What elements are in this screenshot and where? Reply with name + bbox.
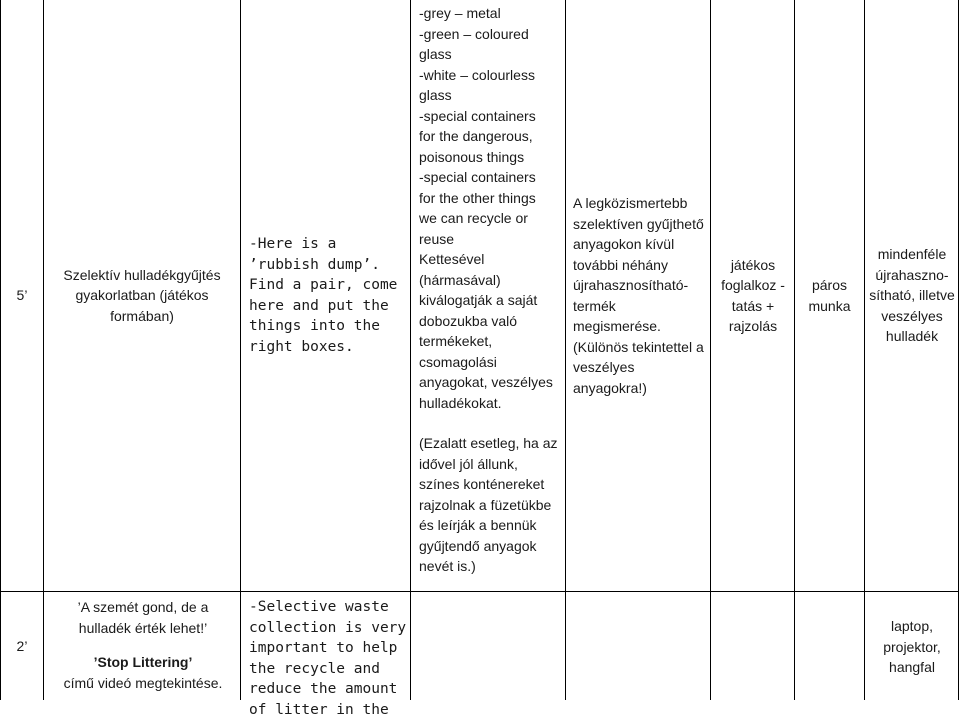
student-main-text: Kettesével (hármasával) kiválogatják a saját dobozukba való termékeket, csomagolási anyagokat, veszélyes hulladékokat. [419,251,553,411]
goal-note-text: (Különös tekintettel a veszélyes anyagokra!) [573,338,704,396]
table-border-right [958,0,959,700]
row2-teacher [249,597,407,718]
student-line: reuse [419,230,455,247]
goal-block [573,193,707,398]
row2-activity-line1: ’A szemét gond, de a hulladék érték lehet!’ [77,599,209,636]
row1-student [419,3,561,591]
goal-main-text: A legközismertebb szelektíven gyűjthető anyagokon kívül további néhány újrahasznosítható-termék megismerése. [573,195,704,334]
student-line: glass [419,87,452,103]
student-line: for the dangerous, [419,128,533,144]
row1-tools [868,0,956,591]
row-divider [0,591,959,592]
row1-teacher [249,0,407,591]
row1-method [716,0,790,591]
row1-number [1,0,43,591]
student-line: glass [419,46,452,62]
row1-teacher-text: -Here is a ’rubbish dump’. Find a pair, come here and put the things into the right boxes. [249,236,398,355]
student-line: we can recycle or [419,210,528,226]
row1-workform [798,0,861,591]
col-divider-1 [43,0,44,700]
row2-tools [868,616,956,700]
student-line: for the other things [419,189,536,206]
col-divider-7 [864,0,865,700]
row2-activity-line2: című videó megtekintése. [63,674,223,691]
row2-number-text: 2’ [16,637,28,654]
col-divider-2 [240,0,241,700]
col-divider-6 [794,0,795,700]
student-line: -white – colourless [419,66,535,83]
col-divider-5 [710,0,711,700]
student-line: -green – coloured [419,25,529,42]
row1-workform-text: páros munka [808,277,851,314]
student-line: poisonous things [419,148,525,165]
spacer [50,638,236,652]
row1-number-text: 5’ [16,287,28,304]
student-line: -special containers [419,107,536,124]
student-top-list [419,3,561,249]
row1-method-text: játékos foglalkoz -tatás + rajzolás [721,256,785,334]
row2-activity-title: ’Stop Littering’ [93,654,193,670]
row1-activity-text: Szelektív hulladékgyűjtés gyakorlatban (játékos formában) [63,266,221,324]
student-line: -special containers [419,169,536,185]
row1-goal [573,0,707,591]
row2-activity [50,597,236,700]
row1-activity [52,0,232,591]
row2-tools-text: laptop, projektor, hangfal [883,618,941,675]
row2-number [1,592,43,700]
col-divider-3 [410,0,411,700]
col-divider-4 [565,0,566,700]
row2-teacher-text: -Selective waste collection is very important to help the recycle and reduce the amount of litter in the [249,599,407,718]
row1-tools-text: mindenféle újrahaszno-sítható, illetve veszélyes hulladék [869,246,955,345]
spacer [419,413,561,433]
student-line: -grey – metal [419,5,501,21]
student-note-text: (Ezalatt esetleg, ha az idővel jól állunk, színes konténereket rajzolnak a füzetükbe és leírják a bennük gyűjtendő anyagok nevét is.) [419,435,558,574]
